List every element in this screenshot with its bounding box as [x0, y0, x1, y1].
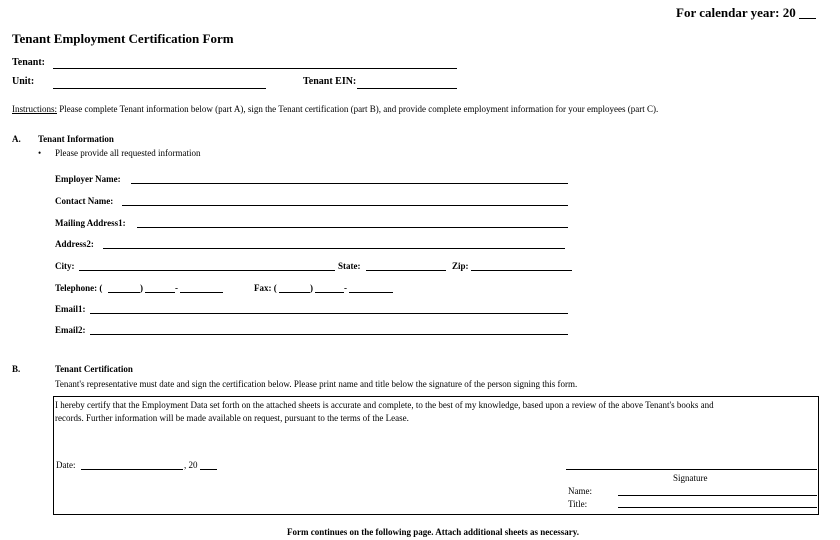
- contact-name-field[interactable]: [122, 205, 568, 206]
- email1-label: Email1:: [55, 304, 86, 314]
- zip-field[interactable]: [471, 270, 572, 271]
- date-year-label: , 20: [184, 460, 198, 470]
- telephone-line-field[interactable]: [180, 292, 223, 293]
- tenant-ein-field[interactable]: [357, 88, 457, 89]
- date-field[interactable]: [81, 469, 183, 470]
- unit-field[interactable]: [53, 88, 266, 89]
- fax-prefix-field[interactable]: [315, 292, 344, 293]
- zip-label: Zip:: [452, 261, 469, 271]
- signature-field[interactable]: [566, 469, 817, 470]
- city-label: City:: [55, 261, 75, 271]
- date-label: Date:: [56, 460, 76, 470]
- bullet-icon: •: [38, 148, 42, 158]
- mailing-address1-label: Mailing Address1:: [55, 218, 126, 228]
- telephone-paren: ): [140, 283, 143, 293]
- telephone-prefix-field[interactable]: [145, 292, 175, 293]
- tenant-label: Tenant:: [12, 57, 45, 68]
- certification-line-1: I hereby certify that the Employment Data set forth on the attached sheets is accurate and complete, to the best of my knowledge, based upon a review of the above Tenant's books and: [55, 400, 714, 410]
- contact-name-label: Contact Name:: [55, 196, 114, 206]
- footer-note: Form continues on the following page. Attach additional sheets as necessary.: [287, 527, 580, 537]
- email2-field[interactable]: [90, 334, 568, 335]
- fax-paren: ): [310, 283, 313, 293]
- fax-area-code-field[interactable]: [279, 292, 310, 293]
- tenant-field[interactable]: [53, 68, 457, 69]
- name-field[interactable]: [618, 495, 817, 496]
- mailing-address1-field[interactable]: [137, 227, 568, 228]
- name-label: Name:: [568, 486, 592, 496]
- address2-field[interactable]: [103, 248, 565, 249]
- tenant-ein-label: Tenant EIN:: [303, 76, 357, 87]
- telephone-label: Telephone: (: [55, 283, 103, 293]
- signature-label: Signature: [673, 473, 708, 483]
- telephone-area-code-field[interactable]: [108, 292, 140, 293]
- address2-label: Address2:: [55, 239, 94, 249]
- employer-name-label: Employer Name:: [55, 174, 121, 184]
- state-field[interactable]: [366, 270, 446, 271]
- state-label: State:: [338, 261, 361, 271]
- certification-line-2: records. Further information will be made available on request, pursuant to the terms of the Lease.: [55, 413, 409, 423]
- section-a-heading: Tenant Information: [38, 134, 114, 144]
- email1-field[interactable]: [90, 313, 568, 314]
- section-b-letter: B.: [12, 364, 21, 374]
- section-a-bullet-text: Please provide all requested information: [55, 148, 201, 158]
- title-label: Title:: [568, 499, 588, 509]
- fax-line-field[interactable]: [349, 292, 393, 293]
- section-a-letter: A.: [12, 134, 21, 144]
- instructions-label: Instructions:: [12, 104, 57, 114]
- unit-label: Unit:: [12, 76, 35, 87]
- employer-name-field[interactable]: [131, 183, 568, 184]
- fax-label: Fax: (: [254, 283, 277, 293]
- instructions-text: [12, 104, 658, 114]
- fax-dash: -: [344, 283, 347, 293]
- city-field[interactable]: [79, 270, 335, 271]
- section-b-heading: Tenant Certification: [55, 364, 133, 374]
- instructions-body: Please complete Tenant information below (part A), sign the Tenant certification (part B), and provide complete employment information for your employees (part C).: [57, 104, 659, 114]
- telephone-dash: -: [175, 283, 178, 293]
- date-year-field[interactable]: [200, 469, 217, 470]
- title-field[interactable]: [618, 507, 817, 508]
- email2-label: Email2:: [55, 325, 86, 335]
- page-title: Tenant Employment Certification Form: [12, 31, 234, 46]
- section-b-instruction: Tenant's representative must date and sign the certification below. Please print name and title below the signature of the person signing this form.: [55, 379, 578, 389]
- calendar-year-label: For calendar year: 20: [676, 5, 796, 20]
- calendar-year-field[interactable]: [799, 18, 816, 19]
